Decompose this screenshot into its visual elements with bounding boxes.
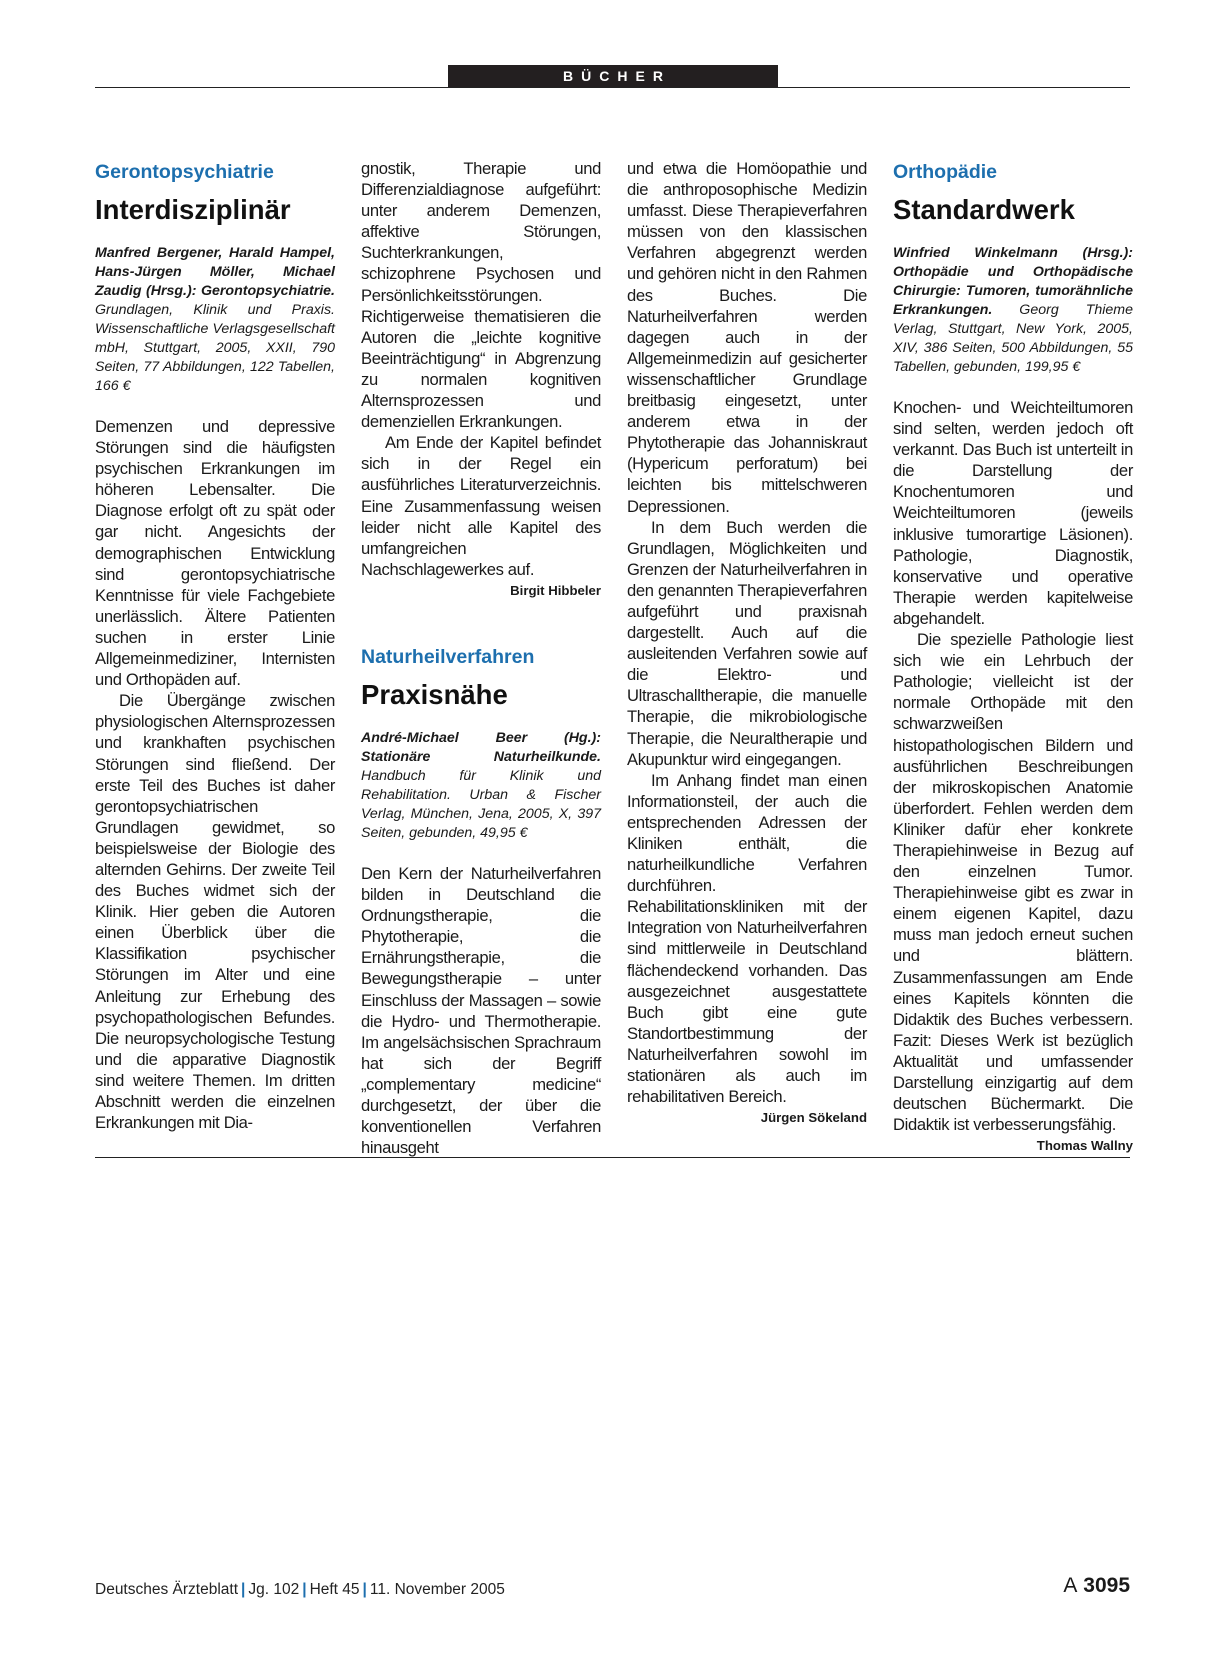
journal-issue: Heft 45 xyxy=(309,1581,360,1598)
paragraph xyxy=(893,629,1133,1154)
book-details: Handbuch für Klinik und Rehabilitation. Urban & Fischer Verlag, München, Jena, 2005, X, 397 Seiten, gebunden, 49,95 € xyxy=(361,768,601,841)
article-body-continued xyxy=(361,158,601,598)
page-prefix: A xyxy=(1063,1574,1078,1597)
book-details: Grundlagen, Klinik und Praxis. Wissenschaftliche Verlagsgesellschaft mbH, Stuttgart, 2005, XXII, 790 Seiten, 77 Abbildungen, 122 Tabellen, 166 € xyxy=(95,302,335,394)
header-rule xyxy=(95,87,1130,88)
book-title: André-Michael Beer (Hg.): Stationäre Naturheilkunde. xyxy=(361,730,601,765)
column-4 xyxy=(893,158,1133,1156)
naturheilverfahren-section xyxy=(361,643,601,1158)
article-body-continued xyxy=(627,158,867,1126)
bibliographic-info xyxy=(95,244,335,396)
paragraph: Die Übergänge zwischen physiologischen Alternsprozessen und krankhaften psychischen Störungen sind fließend. Der erste Teil des Buches ist daher gerontopsychiatrischen Grundlagen gewidmet, so beispielsweise der Biologie des alternden Gehirns. Der zweite Teil des Buches widmet sich der Klinik. Hier geben die Autoren einen Überblick über die Klassifikation psychischer Störungen im Alter und eine Anleitung zur Erhebung des psychopathologischen Befundes. Die neuropsychologische Testung und die apparative Diagnostik sind weitere Themen. Im dritten Abschnitt werden die einzelnen Erkrankungen mit Dia- xyxy=(95,691,335,1133)
separator: | xyxy=(302,1581,307,1598)
column-3 xyxy=(627,158,867,1128)
page-number xyxy=(1063,1574,1130,1598)
paragraph: gnostik, Therapie und Differenzialdiagnose aufgeführt: unter anderem Demenzen, affektive Störungen, Suchterkrankungen, schizophrene Psychosen und Persönlichkeitsstörungen. Richtigerweise thematisieren die Autoren die „leichte kognitive Beeinträchtigung“ in Abgrenzung zu normalen kognitiven Alternsprozessen und demenziellen Erkrankungen. xyxy=(361,159,601,432)
paragraph: und etwa die Homöopathie und die anthroposophische Medizin umfasst. Diese Therapieverfahren müssen von den klassischen Verfahren abgegrenzt werden und gehören nicht in den Rahmen des Buches. Die Naturheilverfahren werden dagegen auch in der Allgemeinmedizin auf gesicherter wissenschaftlicher Grundlage breitbasig eingesetzt, unter anderem etwa in der Phytotherapie das Johanniskraut (Hypericum perforatum) bei leichten bis mittelschweren Depressionen. xyxy=(627,159,867,516)
author-name: Jürgen Sökeland xyxy=(760,1110,867,1126)
article-headline: Standardwerk xyxy=(893,194,1075,225)
page-footer xyxy=(95,1580,505,1600)
paragraph-text: Im Anhang findet man einen Informationsteil, der auch die entsprechenden Adressen der Kliniken enthält, die naturheilkundliche Verfahren durchführen. Rehabilitationskliniken mit der Integration von Naturheilverfahren sind mittlerweile in Deutschland flächendeckend vorhanden. Das ausgezeichnet ausgestattete Buch gibt eine gute Standortbestimmung der Naturheilverfahren sowohl im stationären als auch im rehabilitativen Bereich. xyxy=(627,770,867,1107)
paragraph-text: Am Ende der Kapitel befindet sich in der Regel ein ausführliches Literaturverzeichnis. Eine Zusammenfassung weisen leider nicht alle Kapitel des umfangreichen Nachschlagewerkes auf. xyxy=(361,433,601,579)
journal-volume: Jg. 102 xyxy=(248,1581,300,1598)
paragraph-text: Die spezielle Pathologie liest sich wie ein Lehrbuch der Pathologie; vielleicht ist der normale Orthopäde mit den schwarzweißen histopathologischen Bildern und ausführlichen Beschreibungen der mikroskopischen Anatomie überfordert. Fehlen werden dem Kliniker dafür eher konkrete Therapiehinweise in Bezug auf den einzelnen Tumor. Therapiehinweise gibt es zwar in einem eigenen Kapitel, dazu muss man jedoch erneut suchen und blättern. Zusammenfassungen am Ende eines Kapitels könnten die Didaktik des Buches verbessern. Fazit: Dieses Werk ist bezüglich Aktualität und umfassender Darstellung einzigartig auf dem deutschen Büchermarkt. Die Didaktik ist verbesserungsfähig. xyxy=(893,630,1133,1135)
section-header-label: BÜCHER xyxy=(448,65,778,87)
article-body xyxy=(95,416,335,1133)
bottom-rule xyxy=(95,1157,1130,1158)
paragraph: Knochen- und Weichteiltumoren sind selten, werden jedoch oft verkannt. Das Buch ist unterteilt in die Darstellung der Knochentumoren und Weichteiltumoren (jeweils inklusive tumorartige Läsionen). Pathologie, Diagnostik, konservative und operative Therapie werden kapitelweise abgehandelt. xyxy=(893,398,1133,628)
column-1 xyxy=(95,158,335,1133)
journal-name: Deutsches Ärzteblatt xyxy=(95,1581,239,1598)
separator: | xyxy=(241,1581,246,1598)
paragraph: Den Kern der Naturheilverfahren bilden in Deutschland die Ordnungstherapie, die Phytotherapie, die Ernährungstherapie, die Bewegungstherapie – unter Einschluss der Massagen – sowie die Hydro- und Thermotherapie. Im angelsächsischen Sprachraum hat sich der Begriff „complementary medicine“ durchgesetzt, der über die konventionellen Verfahren hinausgeht xyxy=(361,864,601,1158)
article-kicker: Naturheilverfahren xyxy=(361,646,535,668)
book-details: Georg Thieme Verlag, Stuttgart, New York, 2005, XIV, 386 Seiten, 500 Abbildungen, 55 Tabellen, gebunden, 199,95 € xyxy=(893,302,1133,375)
paragraph xyxy=(361,432,601,598)
article-body xyxy=(893,397,1133,1154)
bibliographic-info xyxy=(361,729,601,843)
article-kicker: Gerontopsychiatrie xyxy=(95,161,274,183)
issue-date: 11. November 2005 xyxy=(369,1581,505,1598)
page-number-value: 3095 xyxy=(1083,1574,1130,1597)
author-name: Thomas Wallny xyxy=(1036,1138,1133,1154)
paragraph: Demenzen und depressive Störungen sind die häufigsten psychischen Erkrankungen im höheren Lebensalter. Die Diagnose erfolgt oft zu spät oder gar nicht. Angesichts der demographischen Entwicklung sind gerontopsychiatrische Kenntnisse für viele Fachgebiete unerlässlich. Ältere Patienten suchen in erster Linie Allgemeinmediziner, Internisten und Orthopäden auf. xyxy=(95,417,335,690)
author-name: Birgit Hibbeler xyxy=(510,582,601,598)
book-title: Manfred Bergener, Harald Hampel, Hans-Jürgen Möller, Michael Zaudig (Hrsg.): Gerontopsychiatrie. xyxy=(95,245,335,299)
article-headline: Praxisnähe xyxy=(361,679,508,710)
column-2 xyxy=(361,158,601,601)
article-kicker: Orthopädie xyxy=(893,161,998,183)
book-title: Winfried Winkelmann (Hrsg.): Orthopädie und Orthopädische Chirurgie: Tumoren, tumorähnliche Erkrankungen. xyxy=(893,245,1133,318)
article-body xyxy=(361,863,601,1158)
paragraph xyxy=(627,770,867,1126)
article-headline: Interdisziplinär xyxy=(95,194,291,225)
paragraph: In dem Buch werden die Grundlagen, Möglichkeiten und Grenzen der Naturheilverfahren in den genannten Therapieverfahren aufgeführt und praxisnah dargestellt. Auch auf die ausleitenden Verfahren sowie auf die Elektro- und Ultraschalltherapie, die manuelle Therapie, die mikrobiologische Therapie, die Neuraltherapie und Akupunktur wird eingegangen. xyxy=(627,517,867,769)
bibliographic-info xyxy=(893,244,1133,377)
separator: | xyxy=(362,1581,367,1598)
